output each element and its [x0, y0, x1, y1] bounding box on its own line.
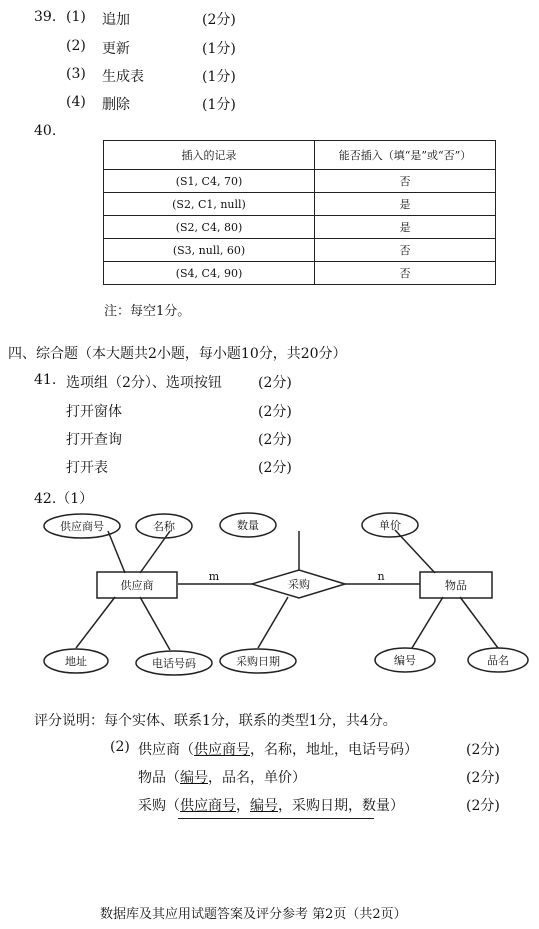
er-edge [258, 597, 288, 648]
q41-label: 41. [34, 372, 57, 388]
q39-item-text: 删除 [102, 97, 130, 113]
table-cell: (S4, C4, 90) [104, 262, 315, 285]
q41-item-text: 选项组（2分）、选项按钮 [66, 375, 222, 391]
q39-item-text: 生成表 [102, 69, 144, 85]
schema-row [138, 767, 306, 787]
table-row [104, 193, 496, 216]
attribute-label: 单价 [379, 519, 401, 532]
attribute-label: 数量 [237, 519, 259, 532]
er-edge [140, 597, 170, 650]
q41-item-text: 打开表 [66, 460, 108, 476]
schema-key: 编号 [180, 770, 208, 786]
entity-label: 供应商 [120, 579, 154, 592]
q41-item-score: (2分) [258, 375, 292, 391]
table-cell: (S3, null, 60) [104, 239, 315, 262]
er-diagram [0, 500, 539, 685]
schema-key: 供应商号 [180, 798, 236, 814]
attribute-label: 供应商号 [60, 520, 104, 533]
q39-label: 39. [34, 9, 57, 25]
table-row [104, 239, 496, 262]
schema-name: 物品（ [138, 770, 180, 786]
table-header-row [104, 141, 496, 170]
q39-item-score: (1分) [202, 69, 236, 85]
q39-item-num: (2) [66, 38, 86, 54]
q39-item-score: (1分) [202, 97, 236, 113]
q41-item-score: (2分) [258, 460, 292, 476]
schema-name: 供应商（ [138, 742, 194, 758]
er-edge [108, 531, 125, 573]
schema-score: (2分) [466, 770, 500, 786]
q41-item-text: 打开窗体 [66, 404, 122, 420]
q39-item-text: 追加 [102, 12, 130, 28]
q40-table [103, 140, 496, 285]
relationship-label: 采购 [288, 578, 310, 591]
schema-score: (2分) [466, 742, 500, 758]
table-row [104, 170, 496, 193]
q39-item-score: (2分) [202, 12, 236, 28]
q39-item-score: (1分) [202, 41, 236, 57]
table-cell: 是 [315, 216, 496, 239]
composite-key-underline [178, 818, 374, 819]
attribute-label: 采购日期 [236, 655, 280, 668]
table-cell: (S2, C1, null) [104, 193, 315, 216]
attribute-label: 电话号码 [152, 657, 196, 670]
table-row [104, 262, 496, 285]
schema-name: 采购（ [138, 798, 180, 814]
entity-label: 物品 [445, 579, 467, 592]
q41-item-score: (2分) [258, 432, 292, 448]
cardinality-label: n [377, 570, 385, 583]
table-cell: 否 [315, 262, 496, 285]
q41-item-text: 打开查询 [66, 432, 122, 448]
q39-item-num: (3) [66, 66, 86, 82]
table-cell: (S2, C4, 80) [104, 216, 315, 239]
attribute-label: 品名 [487, 654, 509, 667]
q39-item-num: (1) [66, 9, 86, 25]
table-header-cell: 能否插入（填“是”或“否”） [315, 141, 496, 170]
section4-title: 四、综合题（本大题共2小题，每小题10分，共20分） [8, 346, 347, 362]
attribute-label: 地址 [65, 655, 87, 668]
er-edge [76, 597, 115, 648]
q39-item-text: 更新 [102, 41, 130, 57]
table-row [104, 216, 496, 239]
grading-note: 评分说明：每个实体、联系1分，联系的类型1分，共4分。 [34, 713, 397, 729]
er-edge [412, 597, 443, 648]
table-cell: (S1, C4, 70) [104, 170, 315, 193]
schema-score: (2分) [466, 798, 500, 814]
schema-sep: ， [236, 798, 250, 814]
page-footer: 数据库及其应用试题答案及评分参考 第2页（共2页） [100, 907, 407, 922]
schema-rest: ，品名，单价） [208, 770, 306, 786]
table-cell: 是 [315, 193, 496, 216]
schema-row [138, 739, 418, 759]
attribute-label: 名称 [153, 520, 175, 533]
cardinality-label: m [208, 570, 220, 583]
schema-row [138, 795, 404, 815]
table-cell: 否 [315, 170, 496, 193]
table-cell: 否 [315, 239, 496, 262]
q40-label: 40. [34, 123, 57, 139]
table-header-cell: 插入的记录 [104, 141, 315, 170]
part2-label: (2) [110, 739, 130, 755]
q42-label: 42.（1） [34, 491, 94, 507]
schema-rest: ，名称，地址，电话号码） [250, 742, 418, 758]
q40-note: 注：每空1分。 [104, 304, 191, 319]
attribute-label: 编号 [394, 654, 416, 667]
schema-key: 编号 [250, 798, 278, 814]
q39-item-num: (4) [66, 94, 86, 110]
schema-rest: ，采购日期，数量） [278, 798, 404, 814]
q41-item-score: (2分) [258, 404, 292, 420]
schema-key: 供应商号 [194, 742, 250, 758]
er-edge [460, 597, 498, 648]
